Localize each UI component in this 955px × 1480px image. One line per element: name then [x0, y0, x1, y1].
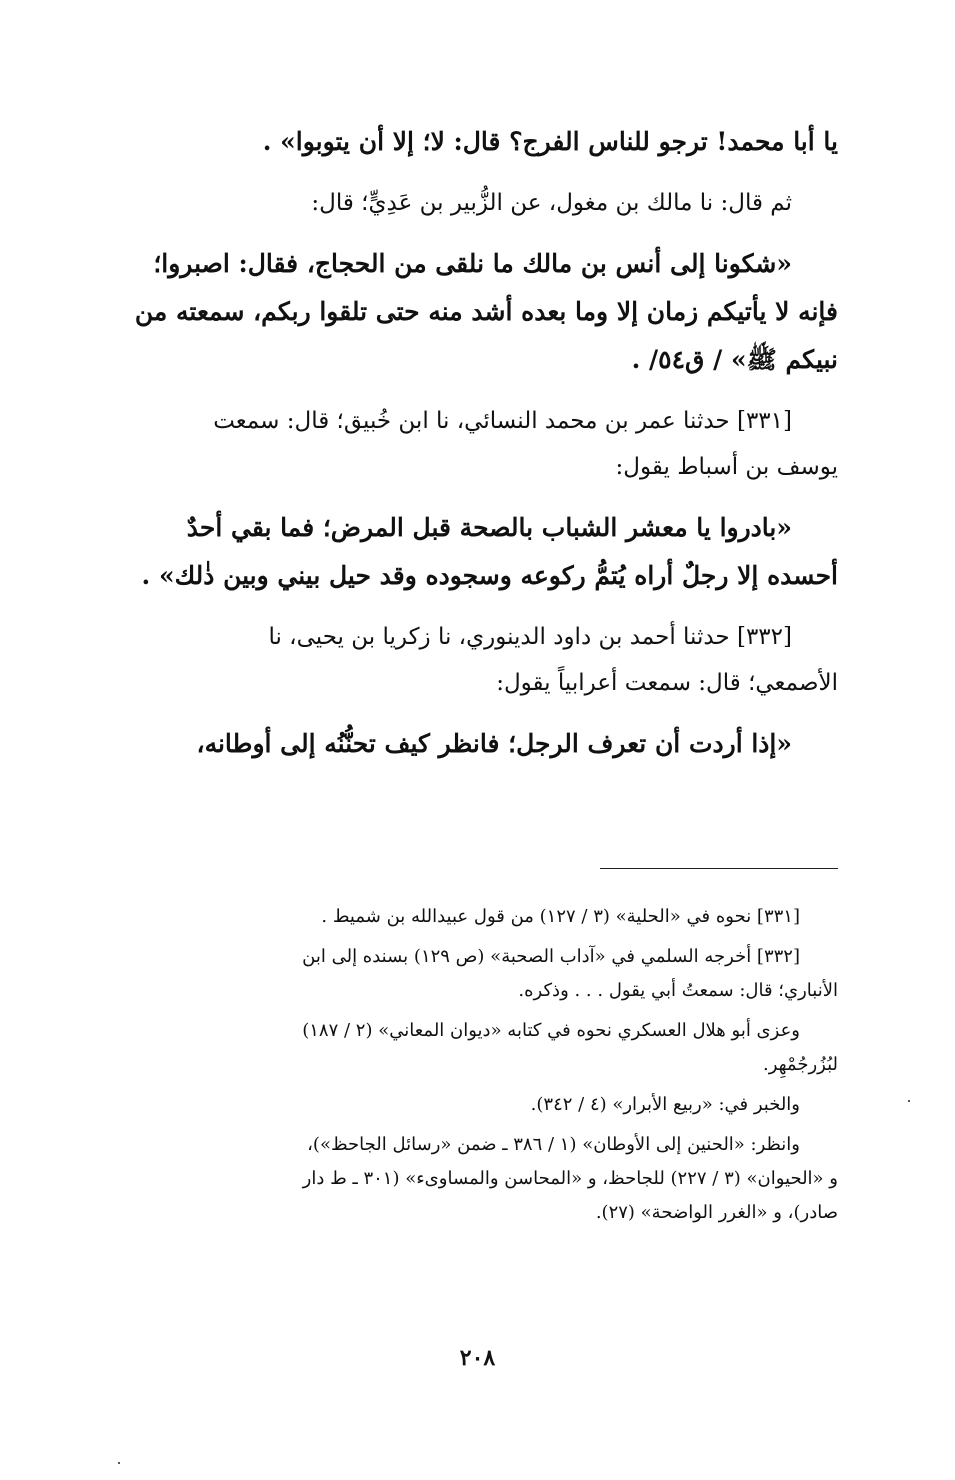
- footnote-331: [110, 900, 838, 934]
- footnote-line: و «الحيوان» (٣ / ٢٢٧) للجاحظ، و «المحاسن والمساوىء» (٣٠١ ـ ط دار: [302, 1168, 838, 1189]
- paragraph-hadith-331: [110, 398, 838, 490]
- paragraph-quote-anas: [110, 240, 838, 384]
- text-line: يوسف بن أسباط يقول:: [615, 454, 838, 480]
- scan-speck: [118, 1462, 120, 1464]
- footnote-divan: [110, 1014, 838, 1082]
- text-line: يا أبا محمد! ترجو للناس الفرج؟ قال: لا؛ إلا أن يتوبوا» .: [262, 127, 838, 156]
- footnote-line: والخبر في: «ربيع الأبرار» (٤ / ٣٤٢).: [530, 1094, 800, 1115]
- footnote-line: [٣٣٢] أخرجه السلمي في «آداب الصحبة» (ص ١٢٩) بسنده إلى ابن: [302, 946, 800, 967]
- paragraph-quote-continuation: [110, 118, 838, 166]
- main-text: [110, 118, 838, 782]
- paragraph-hadith-332: [110, 614, 838, 706]
- scan-speck: [908, 1100, 910, 1102]
- text-line: «شكونا إلى أنس بن مالك ما نلقى من الحجاج، فقال: اصبروا؛: [153, 249, 792, 278]
- footnote-line: وانظر: «الحنين إلى الأوطان» (١ / ٣٨٦ ـ ضمن «رسائل الجاحظ»)،: [307, 1134, 800, 1155]
- footnote-line: صادر)، و «الغرر الواضحة» (٢٧).: [595, 1202, 838, 1223]
- paragraph-isnad: [110, 180, 838, 226]
- footnote-separator: [600, 868, 838, 869]
- paragraph-quote-yusuf: [110, 504, 838, 600]
- footnote-line: لبُزُرجُمْهِر.: [762, 1054, 838, 1075]
- footnotes: [110, 900, 838, 1236]
- text-line: «إذا أردت أن تعرف الرجل؛ فانظر كيف تحنُّنُه إلى أوطانه،: [196, 729, 792, 758]
- footnote-rabi: [110, 1088, 838, 1122]
- text-line: نبيكم ﷺ» / ق٥٤/ .: [631, 345, 838, 374]
- footnote-line: [٣٣١] نحوه في «الحلية» (٣ / ١٢٧) من قول عبيدالله بن شميط .: [321, 906, 800, 927]
- paragraph-quote-bedouin: [110, 720, 838, 768]
- footnote-line: الأنباري؛ قال: سمعتُ أبي يقول . . . وذكره.: [518, 980, 838, 1001]
- footnote-332: [110, 940, 838, 1008]
- text-line: ثم قال: نا مالك بن مغول، عن الزُّبير بن عَدِيٍّ؛ قال:: [311, 190, 792, 216]
- text-line: فإنه لا يأتيكم زمان إلا وما بعده أشد منه حتى تلقوا ربكم، سمعته من: [134, 297, 838, 326]
- text-line: أحسده إلا رجلٌ أراه يُتمُّ ركوعه وسجوده وقد حيل بيني وبين ذٰلك» .: [141, 561, 838, 590]
- text-line: [٣٣٢] حدثنا أحمد بن داود الدينوري، نا زكريا بن يحيى، نا: [268, 624, 792, 650]
- text-line: الأصمعي؛ قال: سمعت أعرابياً يقول:: [496, 670, 838, 696]
- footnote-see-also: [110, 1128, 838, 1230]
- footnote-line: وعزى أبو هلال العسكري نحوه في كتابه «ديوان المعاني» (٢ / ١٨٧): [302, 1020, 800, 1041]
- text-line: «بادروا يا معشر الشباب بالصحة قبل المرض؛ فما بقي أحدٌ: [186, 513, 792, 542]
- text-line: [٣٣١] حدثنا عمر بن محمد النسائي، نا ابن خُبيق؛ قال: سمعت: [213, 408, 792, 434]
- page-number: ٢٠٨: [459, 1345, 496, 1371]
